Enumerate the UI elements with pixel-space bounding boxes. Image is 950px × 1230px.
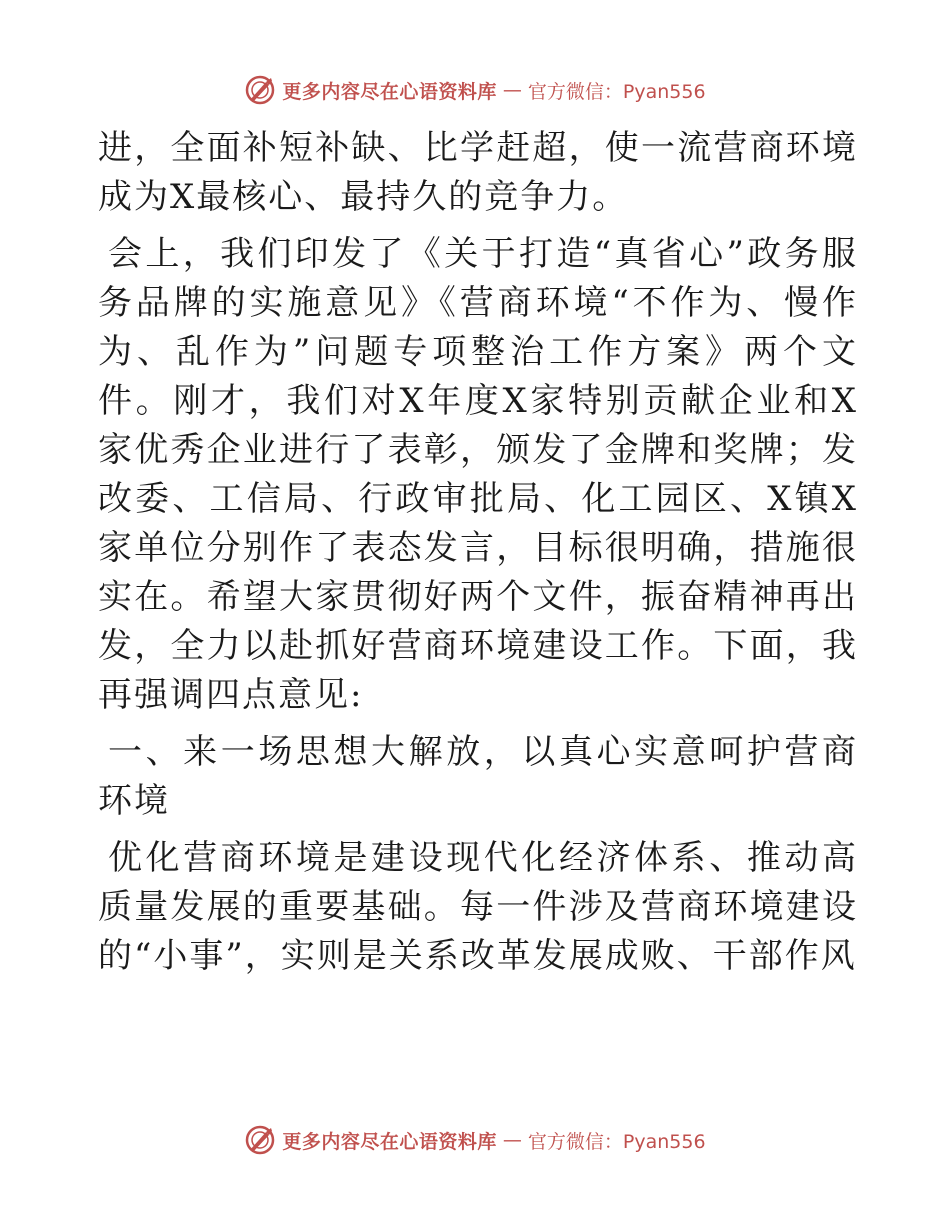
paragraph-business-environment: 优化营商环境是建设现代化经济体系、推动高质量发展的重要基础。每一件涉及营商环境建设的“小事”，实则是关系改革发展成败、干部作风 — [98, 838, 858, 976]
paragraph-meeting-summary: 会上，我们印发了《关于打造“真省心”政务服务品牌的实施意见》《营商环境“不作为、慢作为、乱作为”问题专项整治工作方案》两个文件。刚才，我们对X年度X家特别贡献企业和X家优秀企业进行了表彰，颁发了金牌和奖牌；发改委、工信局、行政审批局、化工园区、X镇X家单位分别作了表态发言，目标很明确，措施很实在。希望大家贯彻好两个文件，振奋精神再出发，全力以赴抓好营商环境建设工作。下面，我再强调四点意见: — [98, 234, 858, 715]
header-site-text: 更多内容尽在心语资料库 — [282, 80, 497, 103]
footer-separator: — — [502, 1129, 522, 1151]
quill-pen-logo-icon — [244, 74, 276, 106]
header-separator: — — [502, 79, 522, 101]
header-wechat-text: 官方微信：Pyan556 — [527, 80, 706, 103]
footer-wechat-text: 官方微信：Pyan556 — [527, 1130, 706, 1153]
document-body — [98, 124, 858, 1001]
section-heading-one: 一、来一场思想大解放，以真心实意呵护营商环境 — [98, 732, 858, 821]
paragraph-continuation: 进，全面补短补缺、比学赶超，使一流营商环境成为X最核心、最持久的竞争力。 — [98, 128, 858, 217]
footer-banner — [0, 1120, 950, 1160]
footer-site-text: 更多内容尽在心语资料库 — [282, 1130, 497, 1153]
quill-pen-logo-icon — [244, 1124, 276, 1156]
header-banner — [0, 70, 950, 110]
